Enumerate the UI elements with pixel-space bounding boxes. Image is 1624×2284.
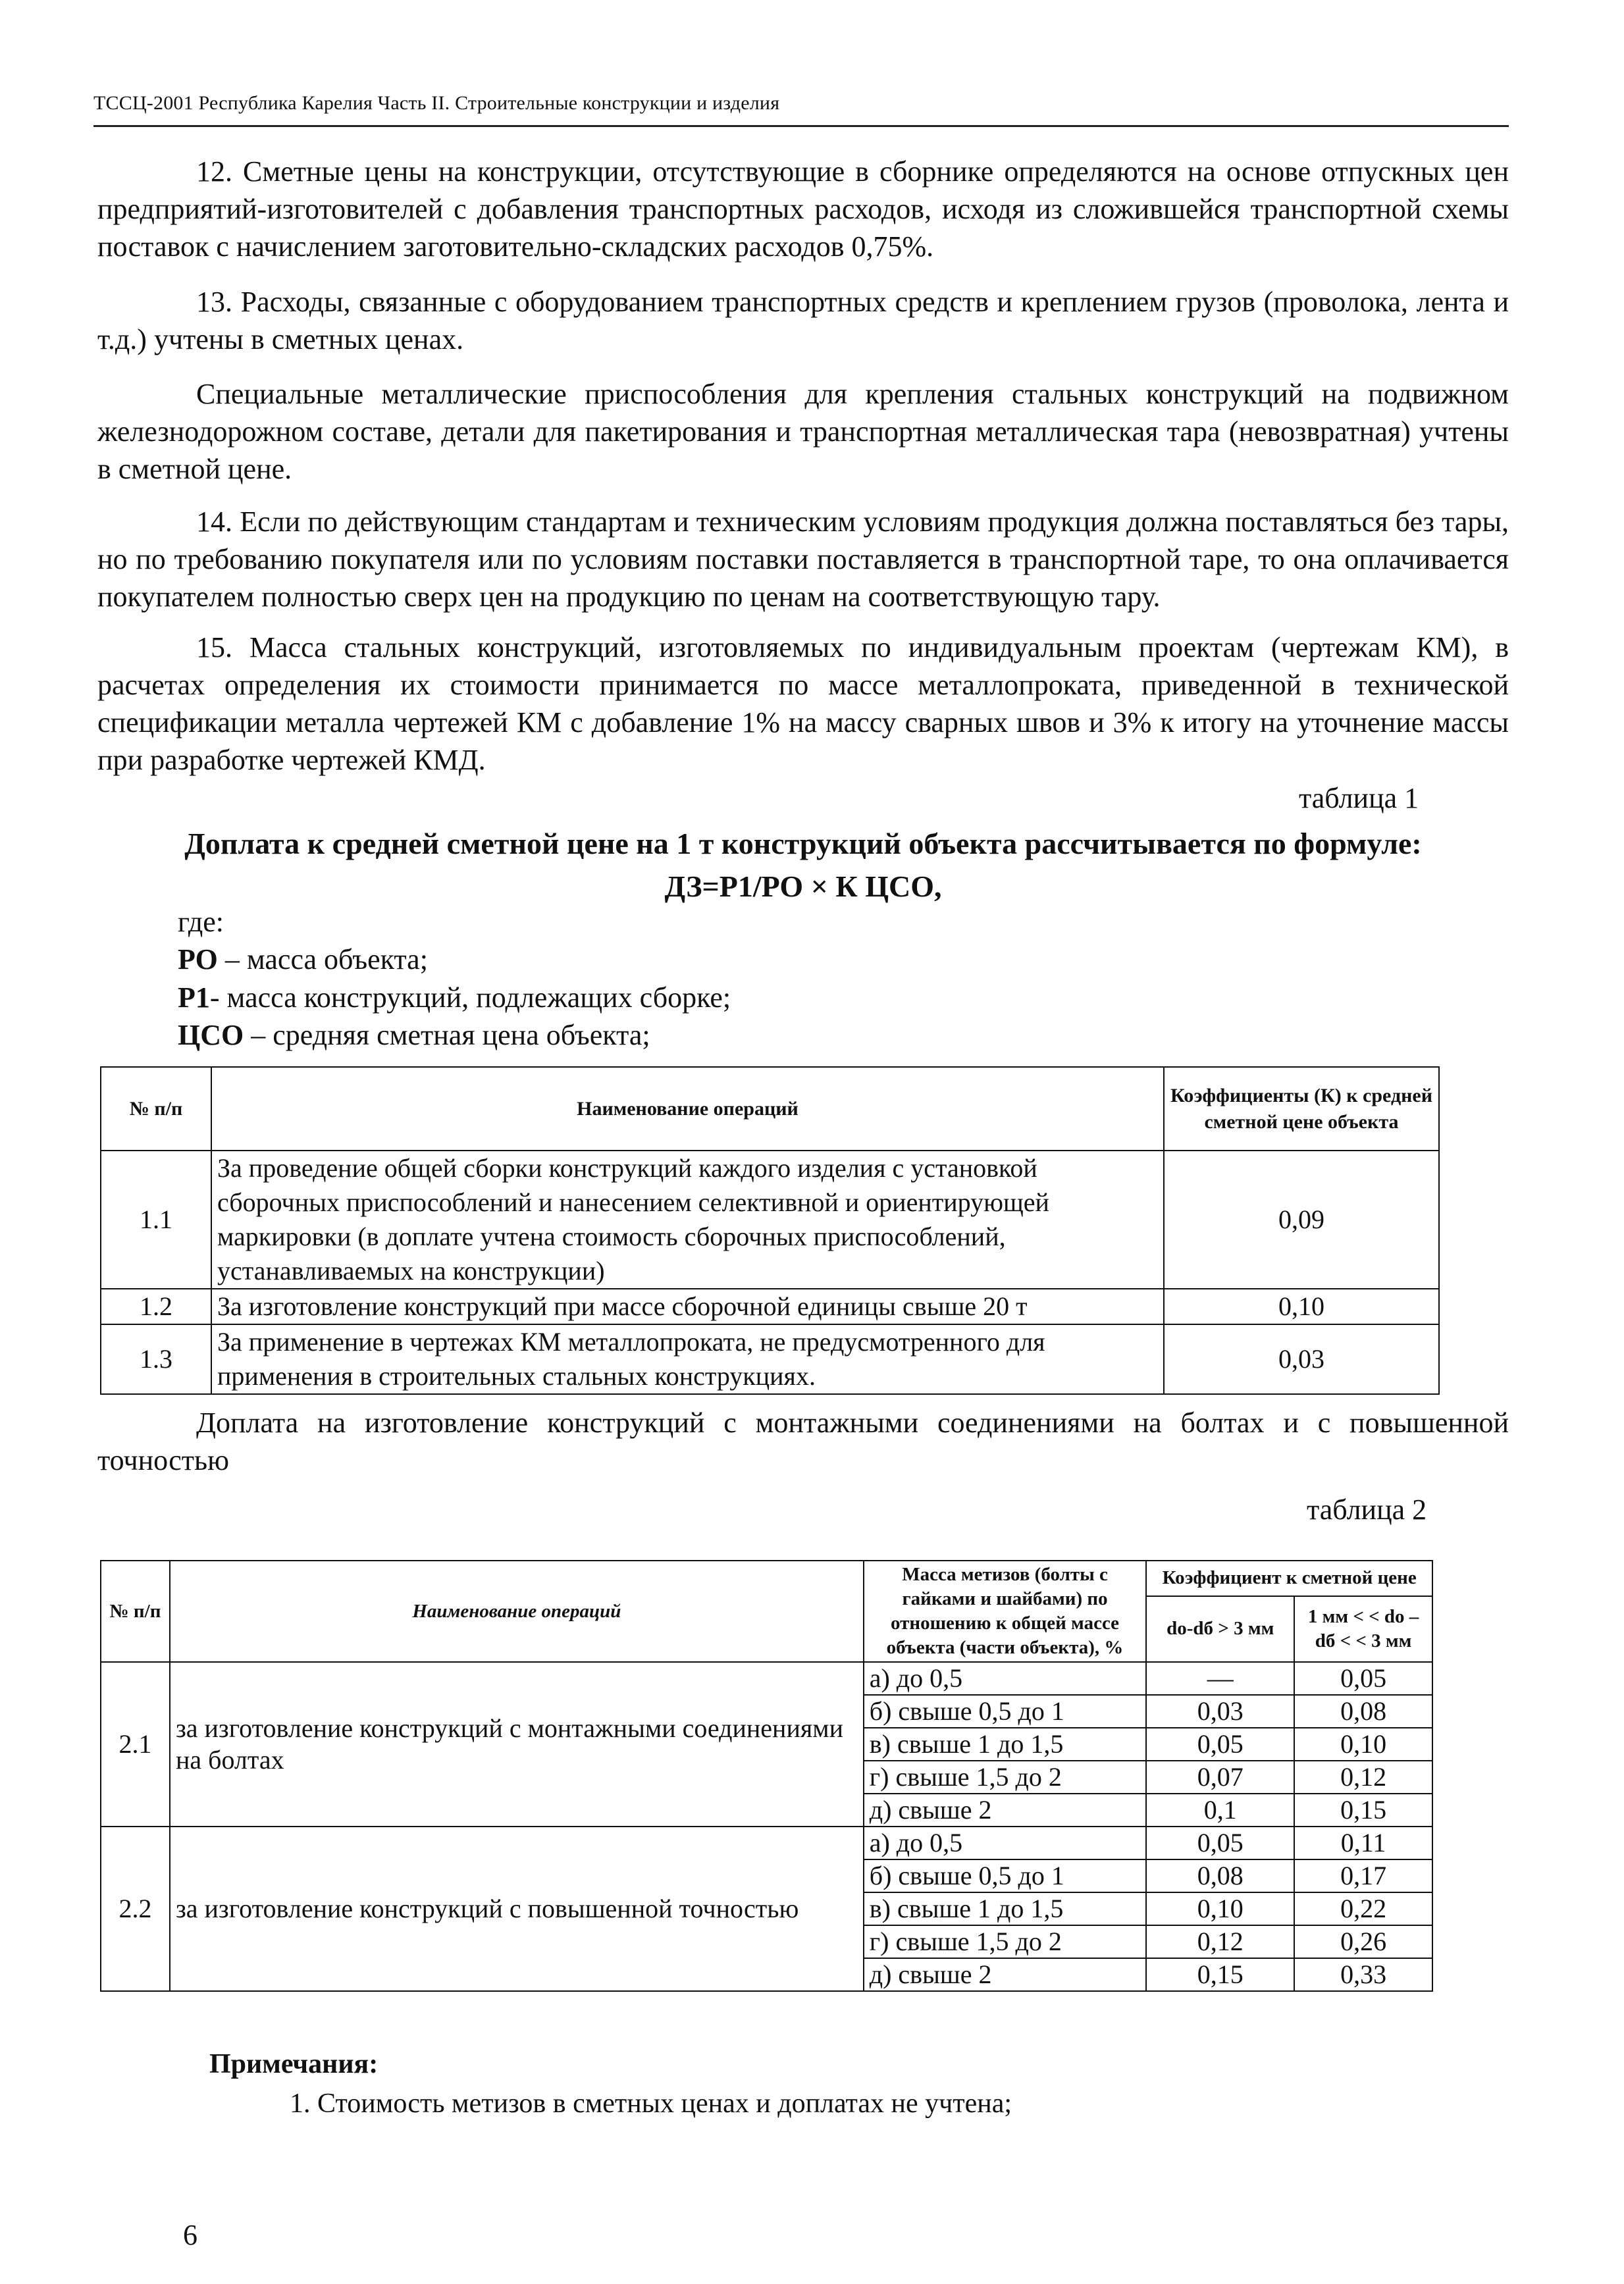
table2-caption: таблица 2: [1307, 1493, 1427, 1526]
row-coef-a: 0,10: [1146, 1892, 1294, 1925]
definition-cso: ЦСО – средняя сметная цена объекта;: [178, 1019, 650, 1051]
paragraph-13: 13. Расходы, связанные с оборудованием транспортных средств и креплением грузов (проволока, лента и т.д.) учтены в сметных ценах.: [97, 286, 1509, 355]
table-row: [101, 1151, 1439, 1289]
header-name: Наименование операций: [170, 1561, 864, 1662]
header-rule: [93, 125, 1509, 127]
row-coef: 0,03: [1164, 1324, 1439, 1394]
row-num: 1.3: [101, 1324, 211, 1394]
row-name: За применение в чертежах КМ металлопроката, не предусмотренного для применения в строительных стальных конструкциях.: [211, 1324, 1164, 1394]
table-row: [101, 1662, 1432, 1695]
header-coef: Коэффициент к сметной цене: [1146, 1561, 1432, 1596]
table2-intro: Доплата на изготовление конструкций с монтажными соединениями на болтах и с повышенной точностью: [97, 1407, 1509, 1476]
row-num: 2.1: [101, 1662, 170, 1827]
header-col-b: 1 мм < < dо – dб < < 3 мм: [1294, 1596, 1432, 1662]
paragraph-15: 15. Масса стальных конструкций, изготовляемых по индивидуальным проектам (чертежам КМ), в расчетах определения их стоимости принимается по массе металлопроката, приведенной в технической спецификации металла чертежей КМ с добавление 1% на массу сварных швов и 3% к итогу на уточнение массы при разработке чертежей КМД.: [97, 631, 1509, 776]
note-1: 1. Стоимость метизов в сметных ценах и доплатах не учтена;: [290, 2089, 1012, 2119]
row-coef-b: 0,33: [1294, 1958, 1432, 1991]
table-1: [100, 1066, 1440, 1395]
page-number: 6: [183, 2219, 197, 2251]
table1-caption: таблица 1: [1299, 782, 1419, 814]
row-mass: в) свыше 1 до 1,5: [864, 1728, 1147, 1761]
definition-r1: Р1- масса конструкций, подлежащих сборке;: [178, 981, 731, 1014]
row-mass: а) до 0,5: [864, 1827, 1147, 1859]
header-num: № п/п: [101, 1561, 170, 1662]
row-name: за изготовление конструкций с повышенной точностью: [170, 1827, 864, 1991]
row-name: За проведение общей сборки конструкций каждого изделия с установкой сборочных приспособлений и нанесением селективной и ориентирующей маркировки (в доплате учтена стоимость сборочных приспособлений, устанавливаемых на конструкции): [211, 1151, 1164, 1289]
table-row: [101, 1827, 1432, 1859]
row-coef-a: 0,05: [1146, 1827, 1294, 1859]
paragraph-special-fixtures: Специальные металлические приспособления для крепления стальных конструкций на подвижном железнодорожном составе, детали для пакетирования и транспортная металлическая тара (невозвратная) учтены в сметной цене.: [97, 378, 1509, 485]
row-mass: б) свыше 0,5 до 1: [864, 1695, 1147, 1728]
definition-ro: РО – масса объекта;: [178, 943, 428, 975]
row-mass: б) свыше 0,5 до 1: [864, 1859, 1147, 1892]
row-num: 1.2: [101, 1289, 211, 1324]
row-coef-a: 0,1: [1146, 1794, 1294, 1827]
row-coef-b: 0,11: [1294, 1827, 1432, 1859]
row-coef-a: 0,08: [1146, 1859, 1294, 1892]
row-coef: 0,10: [1164, 1289, 1439, 1324]
row-coef-b: 0,22: [1294, 1892, 1432, 1925]
row-coef-a: 0,12: [1146, 1925, 1294, 1958]
row-num: 1.1: [101, 1151, 211, 1289]
row-mass: в) свыше 1 до 1,5: [864, 1892, 1147, 1925]
row-mass: д) свыше 2: [864, 1794, 1147, 1827]
row-mass: г) свыше 1,5 до 2: [864, 1925, 1147, 1958]
table-header-row: [101, 1067, 1439, 1151]
table-2: [100, 1560, 1433, 1992]
header-coef: Коэффициенты (К) к средней сметной цене объекта: [1164, 1067, 1439, 1151]
header-col-a: dо-dб > 3 мм: [1146, 1596, 1294, 1662]
row-num: 2.2: [101, 1827, 170, 1991]
row-coef-a: 0,03: [1146, 1695, 1294, 1728]
row-coef-a: 0,15: [1146, 1958, 1294, 1991]
header-mass: Масса метизов (болты с гайками и шайбами) по отношению к общей массе объекта (части объекта), %: [864, 1561, 1147, 1662]
row-coef-a: —: [1146, 1662, 1294, 1695]
table-row: [101, 1289, 1439, 1324]
row-coef-b: 0,10: [1294, 1728, 1432, 1761]
row-coef: 0,09: [1164, 1151, 1439, 1289]
table-row: [101, 1324, 1439, 1394]
table2-body: [101, 1662, 1432, 1991]
row-name: за изготовление конструкций с монтажными соединениями на болтах: [170, 1662, 864, 1827]
row-coef-b: 0,17: [1294, 1859, 1432, 1892]
row-mass: г) свыше 1,5 до 2: [864, 1761, 1147, 1794]
header-num: № п/п: [101, 1067, 211, 1151]
row-coef-b: 0,26: [1294, 1925, 1432, 1958]
row-coef-b: 0,12: [1294, 1761, 1432, 1794]
notes-title: Примечания:: [209, 2049, 379, 2079]
row-coef-a: 0,05: [1146, 1728, 1294, 1761]
row-mass: а) до 0,5: [864, 1662, 1147, 1695]
row-coef-b: 0,08: [1294, 1695, 1432, 1728]
formula-title: Доплата к средней сметной цене на 1 т конструкций объекта рассчитывается по формуле:: [184, 827, 1422, 860]
formula: ДЗ=Р1/РО × К ЦСО,: [664, 869, 942, 903]
running-header: ТССЦ-2001 Республика Карелия Часть II. Строительные конструкции и изделия: [93, 92, 780, 114]
row-coef-a: 0,07: [1146, 1761, 1294, 1794]
where-label: где:: [178, 906, 224, 938]
header-name: Наименование операций: [211, 1067, 1164, 1151]
row-mass: д) свыше 2: [864, 1958, 1147, 1991]
row-coef-b: 0,05: [1294, 1662, 1432, 1695]
table-header-row: [101, 1561, 1432, 1596]
paragraph-14: 14. Если по действующим стандартам и техническим условиям продукция должна поставляться без тары, но по требованию покупателя или по условиям поставки поставляется в транспортной таре, то она оплачивается покупателем полностью сверх цен на продукцию по ценам на соответствующую тару.: [97, 506, 1509, 613]
paragraph-12: 12. Сметные цены на конструкции, отсутствующие в сборнике определяются на основе отпускных цен предприятий-изготовителей с добавления транспортных расходов, исходя из сложившейся транспортной схемы поставок с начислением заготовительно-складских расходов 0,75%.: [97, 155, 1509, 263]
row-name: За изготовление конструкций при массе сборочной единицы свыше 20 т: [211, 1289, 1164, 1324]
row-coef-b: 0,15: [1294, 1794, 1432, 1827]
